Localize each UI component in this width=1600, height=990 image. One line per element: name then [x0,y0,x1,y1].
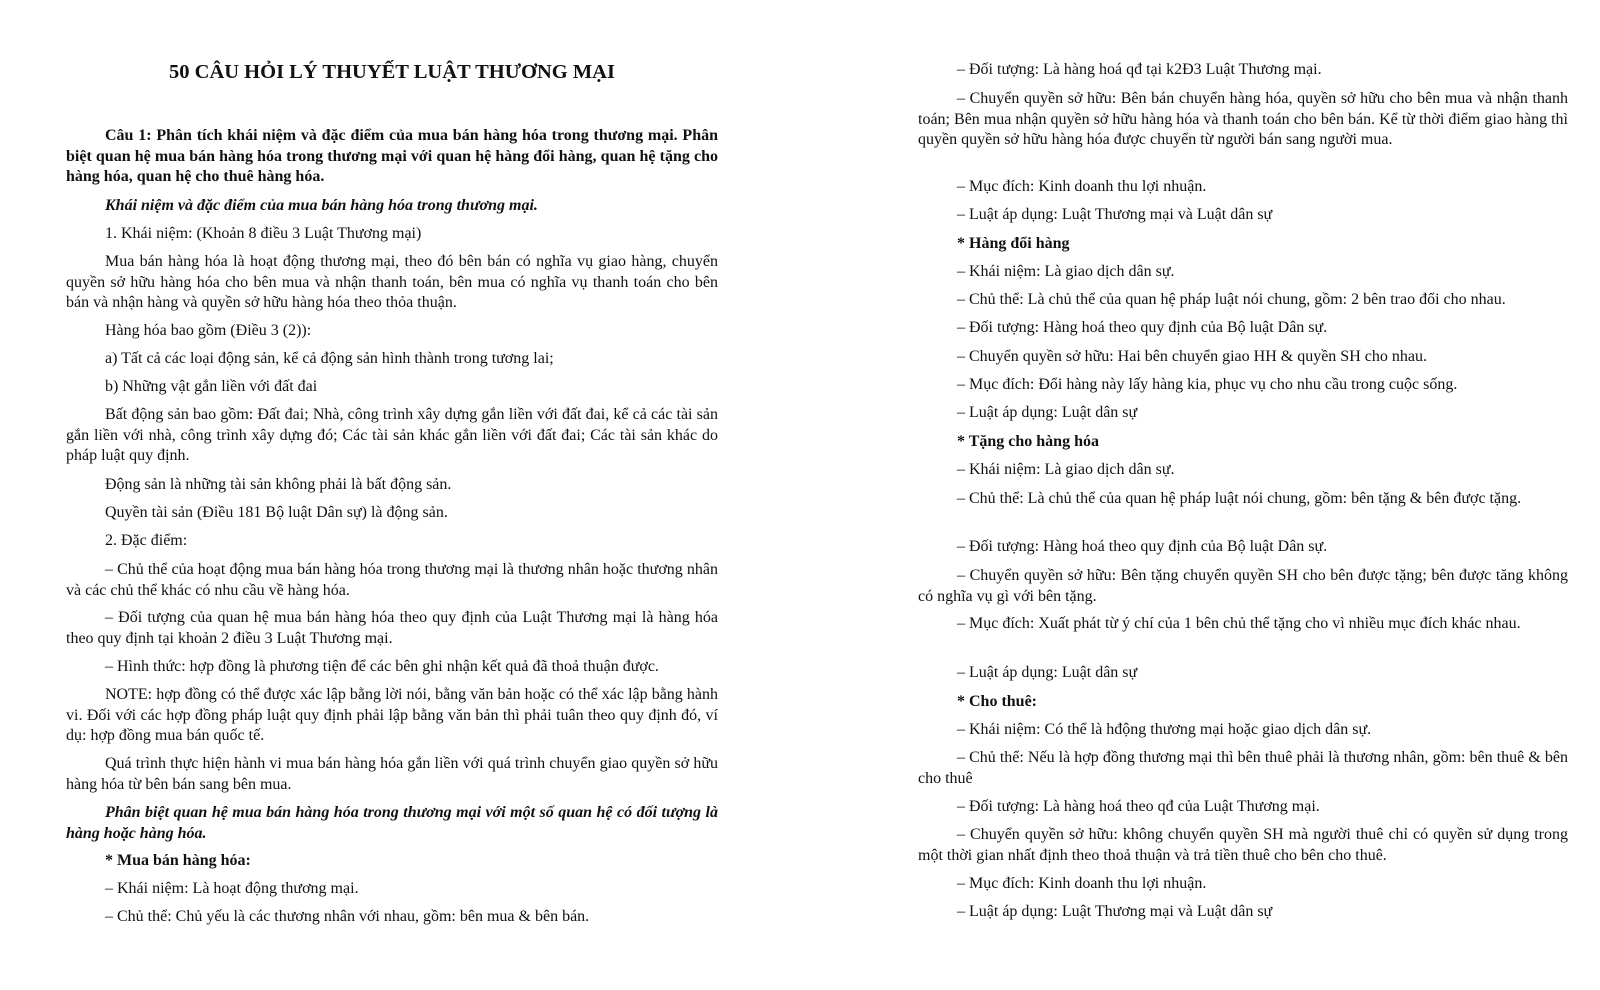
paragraph: – Chủ thể: Là chủ thể của quan hệ pháp luật nói chung, gồm: 2 bên trao đổi cho nhau. [957,291,1506,308]
subsection-heading: * Tặng cho hàng hóa [957,433,1099,450]
section-heading: Khái niệm và đặc điểm của mua bán hàng hóa trong thương mại. [105,197,538,214]
paragraph: – Đối tượng: Hàng hoá theo quy định của Bộ luật Dân sự. [957,538,1328,555]
paragraph: – Hình thức: hợp đồng là phương tiện để các bên ghi nhận kết quả đã thoả thuận được. [105,658,659,675]
paragraph: – Đối tượng: Hàng hoá theo quy định của Bộ luật Dân sự. [957,319,1328,336]
paragraph: – Khái niệm: Là giao dịch dân sự. [957,263,1175,280]
paragraph: Quá trình thực hiện hành vi mua bán hàng hóa gắn liền với quá trình chuyển giao quyền sở hữu hàng hóa từ bên bán sang bên mua. [66,755,718,793]
paragraph: – Chủ thể của hoạt động mua bán hàng hóa trong thương mại là thương nhân hoặc thương nhân và các chủ thể khác có nhu cầu về hàng hóa. [66,561,718,599]
paragraph: a) Tất cả các loại động sản, kể cả động sản hình thành trong tương lai; [105,350,554,367]
paragraph: 2. Đặc điểm: [105,532,188,549]
document-title: 50 CÂU HỎI LÝ THUYẾT LUẬT THƯƠNG MẠI [169,61,615,83]
paragraph: – Đối tượng: Là hàng hoá qđ tại k2Đ3 Luật Thương mại. [957,61,1322,78]
paragraph: – Mục đích: Xuất phát từ ý chí của 1 bên chủ thể tặng cho vì nhiều mục đích khác nhau. [957,615,1521,632]
paragraph: Hàng hóa bao gồm (Điều 3 (2)): [105,322,312,339]
paragraph: Động sản là những tài sản không phải là bất động sản. [105,476,452,493]
paragraph: Quyền tài sản (Điều 181 Bộ luật Dân sự) là động sản. [105,504,448,521]
paragraph: – Luật áp dụng: Luật Thương mại và Luật dân sự [957,206,1273,223]
subsection-heading: * Hàng đổi hàng [957,235,1070,252]
paragraph: – Khái niệm: Có thể là hđộng thương mại hoặc giao dịch dân sự. [957,721,1372,738]
paragraph: – Mục đích: Đổi hàng này lấy hàng kia, phục vụ cho nhu cầu trong cuộc sống. [957,376,1458,393]
paragraph: – Chuyển quyền sở hữu: không chuyển quyền SH mà người thuê chỉ có quyền sử dụng trong một thời gian nhất định theo thoả thuận và trả tiền thuê cho bên cho thuê. [918,826,1568,864]
paragraph: Bất động sản bao gồm: Đất đai; Nhà, công trình xây dựng gắn liền với đất đai, kể cả các tài sản gắn liền với nhà, công trình xây dựng đó; Các tài sản khác gắn liền với đất đai; Các tài sản khác do pháp luật quy định. [66,406,718,464]
section-heading: Phân biệt quan hệ mua bán hàng hóa trong thương mại với một số quan hệ có đối tượng là hàng hoặc hàng hóa. [66,804,718,842]
paragraph: – Đối tượng: Là hàng hoá theo qđ của Luật Thương mại. [957,798,1320,815]
paragraph: – Luật áp dụng: Luật Thương mại và Luật dân sự [957,903,1273,920]
question-heading: Câu 1: Phân tích khái niệm và đặc điểm của mua bán hàng hóa trong thương mại. Phân biệt quan hệ mua bán hàng hóa trong thương mại với quan hệ hàng đổi hàng, quan hệ tặng cho hàng hóa, quan hệ cho thuê hàng hóa. [66,127,718,185]
paragraph: NOTE: hợp đồng có thể được xác lập bằng lời nói, bằng văn bản hoặc có thể xác lập bằng hành vi. Đối với các hợp đồng pháp luật quy định phải lập bằng văn bản thì phải tuân theo quy định đó, ví dụ: hợp đồng mua bán quốc tế. [66,686,718,744]
paragraph: – Chuyển quyền sở hữu: Hai bên chuyển giao HH & quyền SH cho nhau. [957,348,1427,365]
paragraph: – Chủ thể: Nếu là hợp đồng thương mại thì bên thuê phải là thương nhân, gồm: bên thuê & bên cho thuê [918,749,1568,787]
subsection-heading: * Mua bán hàng hóa: [105,852,251,869]
paragraph: – Mục đích: Kinh doanh thu lợi nhuận. [957,178,1207,195]
paragraph: – Mục đích: Kinh doanh thu lợi nhuận. [957,875,1207,892]
paragraph: – Khái niệm: Là giao dịch dân sự. [957,461,1175,478]
paragraph: Mua bán hàng hóa là hoạt động thương mại, theo đó bên bán có nghĩa vụ giao hàng, chuyển quyền sở hữu hàng hóa cho bên mua và nhận thanh toán, bên mua có nghĩa vụ thanh toán cho bên bán và nhận hàng và quyền sở hữu hàng hóa theo thỏa thuận. [66,253,718,311]
paragraph: – Đối tượng của quan hệ mua bán hàng hóa theo quy định của Luật Thương mại là hàng hóa theo quy định tại khoản 2 điều 3 Luật Thương mại. [66,609,718,647]
paragraph: – Luật áp dụng: Luật dân sự [957,664,1138,681]
paragraph: – Chủ thể: Chủ yếu là các thương nhân với nhau, gồm: bên mua & bên bán. [105,908,590,925]
paragraph: – Luật áp dụng: Luật dân sự [957,404,1138,421]
paragraph: b) Những vật gắn liền với đất đai [105,378,318,395]
paragraph: – Chuyển quyền sở hữu: Bên bán chuyển hàng hóa, quyền sở hữu cho bên mua và nhận thanh toán; Bên mua nhận quyền sở hữu hàng hóa và thanh toán cho bên bán. Kể từ thời điểm giao hàng thì quyền quyền sở hữu hàng hóa được chuyển từ người bán sang người mua. [918,90,1568,148]
paragraph: – Chuyển quyền sở hữu: Bên tặng chuyển quyền SH cho bên được tặng; bên được tăng không có nghĩa vụ gì với bên tặng. [918,567,1568,605]
subsection-heading: * Cho thuê: [957,693,1038,710]
paragraph: 1. Khái niệm: (Khoản 8 điều 3 Luật Thương mại) [105,225,422,242]
paragraph: – Khái niệm: Là hoạt động thương mại. [105,880,359,897]
paragraph: – Chủ thể: Là chủ thể của quan hệ pháp luật nói chung, gồm: bên tặng & bên được tặng. [957,490,1522,507]
